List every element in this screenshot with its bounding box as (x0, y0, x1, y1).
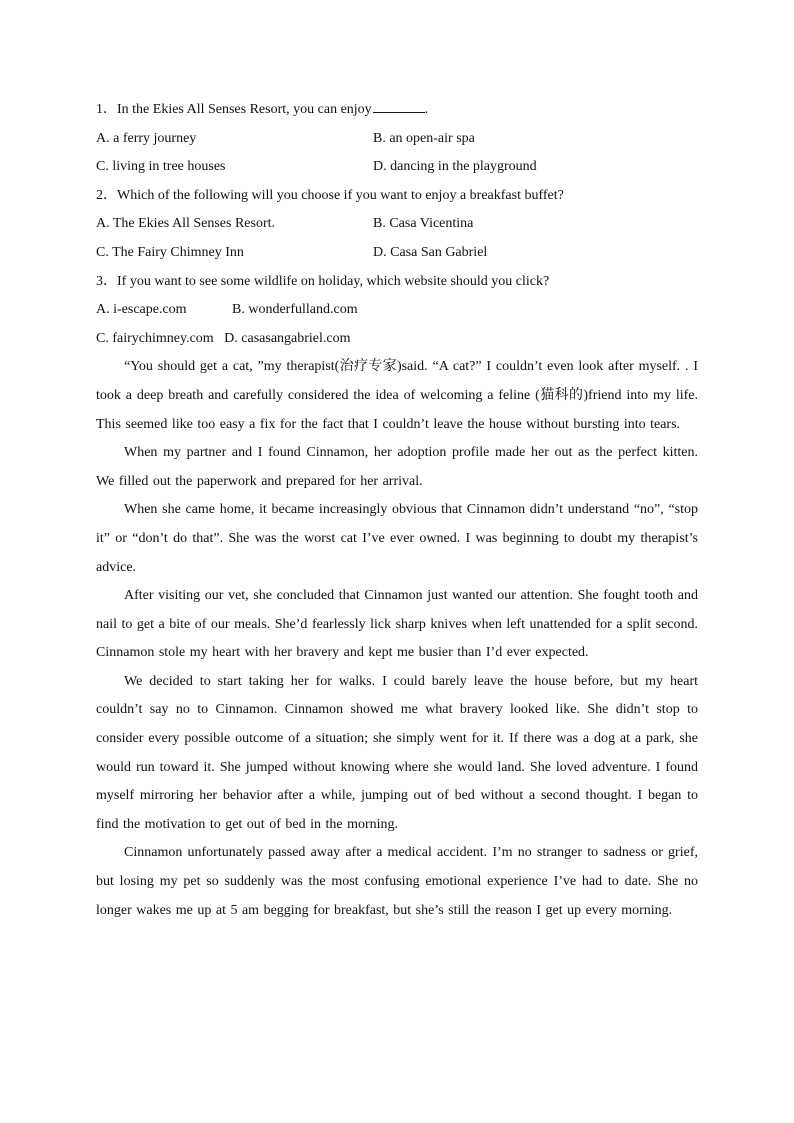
question-number: 1． (96, 102, 117, 117)
question-text: If you want to see some wildlife on holiday, which website should you click? (117, 273, 550, 289)
option-c: C. living in tree houses (96, 159, 226, 175)
question-1-options-row-1 (96, 125, 698, 154)
question-2-stem (96, 182, 698, 211)
option-d: D. casasangabriel.com (224, 330, 351, 346)
option-b: B. an open-air spa (373, 130, 475, 146)
option-a: A. a ferry journey (96, 130, 197, 146)
passage-paragraph-3: When she came home, it became increasingly obvious that Cinnamon didn’t understand “no”, “stop it” or “don’t do that”. She was the worst cat I’ve ever owned. I was beginning to doubt my therapist’s advice. (96, 502, 698, 575)
passage-paragraph-5: We decided to start taking her for walks. I could barely leave the house before, but my heart couldn’t say no to Cinnamon. Cinnamon showed me what bravery looked like. She didn’t stop to consider every possible outcome of a situation; she simply went for it. If there was a dog at a park, she would run toward it. She jumped without knowing where she would land. She loved adventure. I found myself mirroring her behavior after a while, jumping out of bed without a second thought. I began to find the motivation to get out of bed in the morning. (96, 673, 698, 832)
passage-paragraph-1: “You should get a cat, ”my therapist(治疗专家)said. “A cat?” I couldn’t even look after myself. . I took a deep breath and carefully considered the idea of welcoming a feline (猫科的)friend into my life. This seemed like too easy a fix for the fact that I couldn’t leave the house without bursting into tears. (96, 359, 698, 432)
question-text: In the Ekies All Senses Resort, you can enjoy (117, 102, 372, 117)
passage-paragraph-2: When my partner and I found Cinnamon, her adoption profile made her out as the perfect kitten. We filled out the paperwork and prepared for her arrival. (96, 445, 698, 489)
question-3-options-row-2 (96, 325, 698, 354)
option-a: A. The Ekies All Senses Resort. (96, 216, 276, 232)
question-number: 3． (96, 273, 117, 289)
passage-paragraph-6: Cinnamon unfortunately passed away after a medical accident. I’m no stranger to sadness or grief, but losing my pet so suddenly was the most confusing emotional experience I’ve had to date. She no longer wakes me up at 5 am begging for breakfast, but she’s still the reason I get up every morning. (96, 845, 698, 918)
option-a: A. i-escape.com (96, 302, 187, 318)
question-3-options-row-1 (96, 296, 698, 325)
reading-passage (96, 353, 698, 925)
option-b: B. wonderfulland.com (232, 302, 358, 318)
question-3-stem (96, 268, 698, 297)
option-b: B. Casa Vicentina (373, 216, 474, 232)
option-d: D. Casa San Gabriel (373, 244, 488, 260)
question-number: 2． (96, 187, 117, 203)
question-1-stem (96, 96, 698, 125)
option-c: C. fairychimney.com (96, 330, 214, 346)
option-d: D. dancing in the playground (373, 159, 537, 175)
document-page (96, 96, 698, 925)
question-text: Which of the following will you choose if you want to enjoy a breakfast buffet? (117, 187, 564, 203)
answer-blank (373, 98, 425, 113)
question-2-options-row-2 (96, 239, 698, 268)
passage-paragraph-4: After visiting our vet, she concluded that Cinnamon just wanted our attention. She fought tooth and nail to get a bite of our meals. She’d fearlessly lick sharp knives when left unattended for a split second. Cinnamon stole my heart with her bravery and kept me busier than I’d ever expected. (96, 588, 698, 661)
question-2-options-row-1 (96, 210, 698, 239)
option-c: C. The Fairy Chimney Inn (96, 244, 244, 260)
question-text-end: . (424, 102, 429, 117)
question-1-options-row-2 (96, 153, 698, 182)
